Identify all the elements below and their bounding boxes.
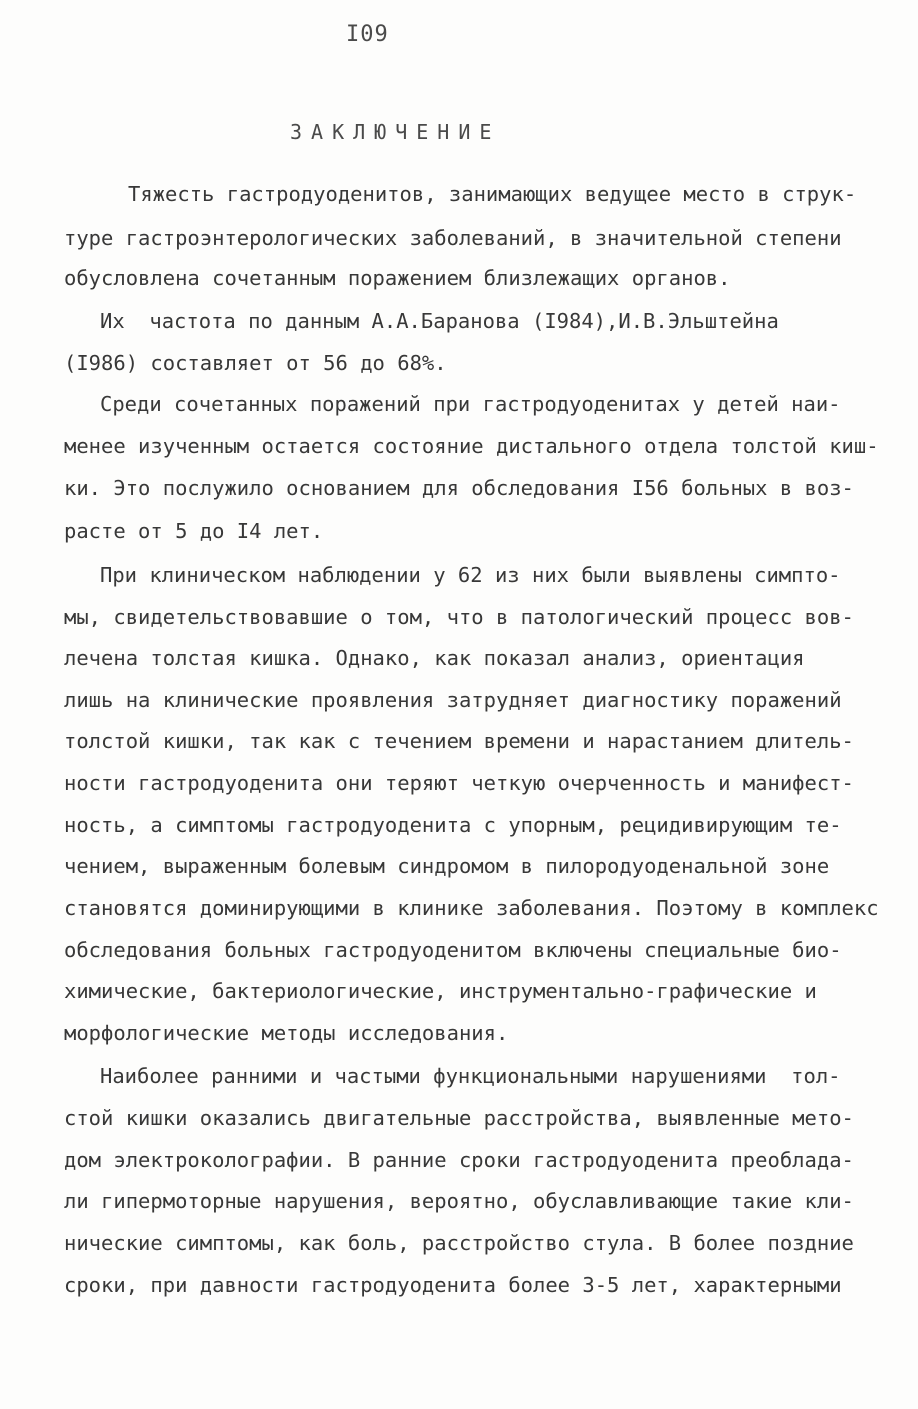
text-line: нические симптомы, как боль, расстройство стула. В более поздние [64, 1231, 854, 1255]
text-line: мы, свидетельствовавшие о том, что в патологический процесс вов- [64, 605, 854, 629]
text-line: ность, а симптомы гастродуоденита с упорным, рецидивирующим те- [64, 813, 842, 837]
text-line: становятся доминирующими в клинике заболевания. Поэтому в комплекс [64, 896, 879, 920]
text-line: лишь на клинические проявления затрудняет диагностику поражений [64, 688, 842, 712]
text-line: ли гипермоторные нарушения, вероятно, обуславливающие такие кли- [64, 1189, 854, 1213]
text-line: ности гастродуоденита они теряют четкую очерченность и манифест- [64, 771, 854, 795]
text-line: менее изученным остается состояние дистального отдела толстой киш- [64, 434, 879, 458]
text-line: чением, выраженным болевым синдромом в пилородуоденальной зоне [64, 854, 830, 878]
text-line: При клиническом наблюдении у 62 из них были выявлены симпто- [100, 563, 841, 587]
text-line: морфологические методы исследования. [64, 1021, 509, 1045]
text-line: Их частота по данным А.А.Баранова (I984),И.В.Эльштейна [100, 309, 779, 333]
text-line: обследования больных гастродуоденитом включены специальные био- [64, 938, 842, 962]
text-line: сроки, при давности гастродуоденита более 3-5 лет, характерными [64, 1273, 842, 1297]
text-line: Наиболее ранними и частыми функциональными нарушениями тол- [100, 1064, 841, 1088]
text-line: ки. Это послужило основанием для обследования I56 больных в воз- [64, 476, 854, 500]
text-line: Среди сочетанных поражений при гастродуоденитах у детей наи- [100, 392, 841, 416]
page-number: I09 [346, 22, 389, 47]
text-line: стой кишки оказались двигательные расстройства, выявленные мето- [64, 1106, 854, 1130]
text-line: туре гастроэнтерологических заболеваний, в значительной степени [64, 226, 842, 250]
text-line: расте от 5 до I4 лет. [64, 519, 324, 543]
text-line: обусловлена сочетанным поражением близлежащих органов. [64, 266, 731, 290]
text-line: толстой кишки, так как с течением времени и нарастанием длитель- [64, 729, 854, 753]
section-title: ЗАКЛЮЧЕНИЕ [290, 120, 501, 144]
text-line: (I986) составляет от 56 до 68%. [64, 351, 447, 375]
text-line: Тяжесть гастродуоденитов, занимающих ведущее место в струк- [128, 182, 857, 206]
text-line: лечена толстая кишка. Однако, как показал анализ, ориентация [64, 646, 805, 670]
text-line: химические, бактериологические, инструментально-графические и [64, 979, 817, 1003]
text-line: дом электроколографии. В ранние сроки гастродуоденита преоблада- [64, 1148, 854, 1172]
